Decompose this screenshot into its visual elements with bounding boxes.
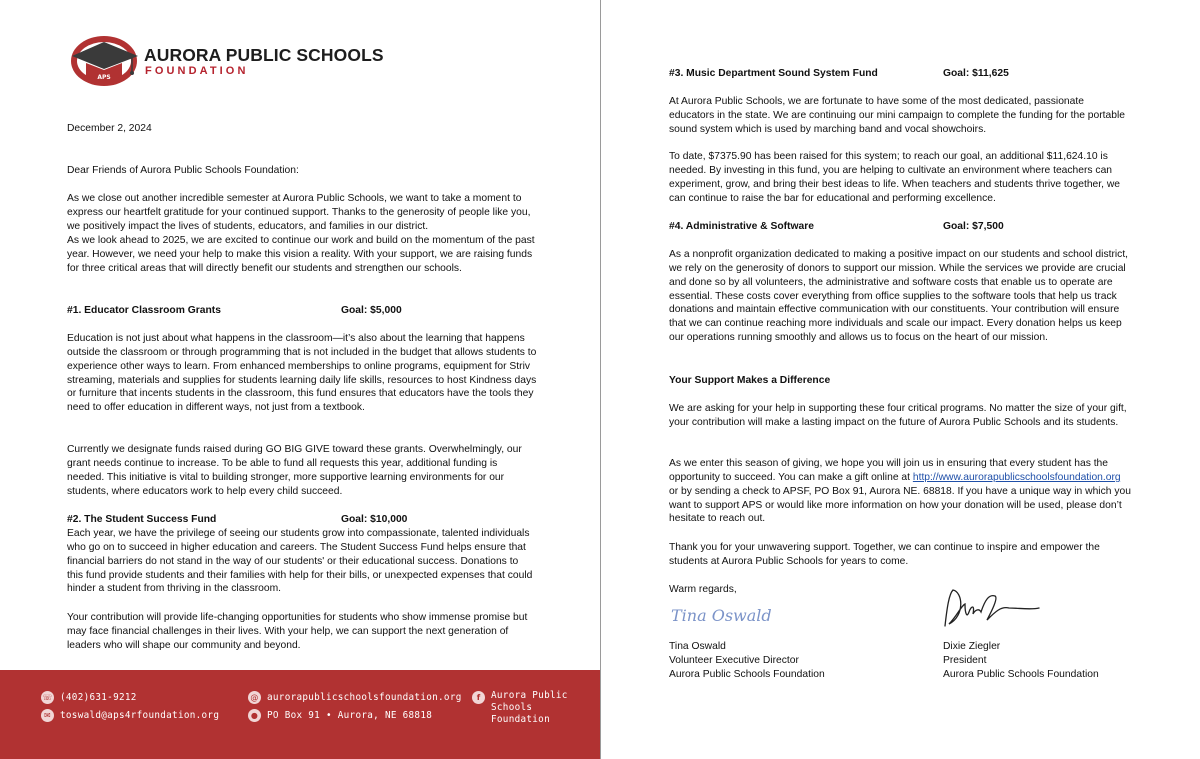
letterhead-footer xyxy=(0,670,600,759)
fund-3-goal: Goal: $11,625 xyxy=(943,68,1009,79)
fund-4-header xyxy=(669,220,1131,234)
support-heading: Your Support Makes a Difference xyxy=(669,375,831,386)
fund-1-header xyxy=(67,304,537,318)
intro-paragraph-1: As we close out another incredible semester at Aurora Public Schools, we want to take a moment to express our heartfelt gratitude for your continued support. Thanks to the generosity of people like you, we positively impact the lives of students, educators, and families in our district. xyxy=(67,193,531,232)
fund-2-header xyxy=(67,513,537,527)
fund-2-goal: Goal: $10,000 xyxy=(341,514,408,525)
phone-icon: ☏ xyxy=(42,693,53,702)
footer-email[interactable] xyxy=(41,709,219,722)
footer-facebook[interactable] xyxy=(472,690,571,726)
fund-2-paragraph-2: Your contribution will provide life-changing opportunities for students who show immense promise but may face financial challenges in their lives. With your help, we can support the next generation of leaders who will shape our community and beyond. xyxy=(67,612,528,651)
fund-3-header xyxy=(669,67,1131,81)
signer-1-title: Volunteer Executive Director xyxy=(669,655,799,666)
fund-2-paragraph-1: Each year, we have the privilege of seeing our students grow into compassionate, talented individuals who go on to succeed in higher education and careers. The Student Success Fund helps ensure that financial barriers do not stand in the way of our students' or their educational success. Donations to this fund provide students and their families with help for their bills, or unexpected expenses that could hinder a student from thriving in the classroom. xyxy=(67,528,533,595)
signer-1-org: Aurora Public Schools Foundation xyxy=(669,669,825,680)
footer-phone xyxy=(41,691,137,704)
fund-1-paragraph-2: Currently we designate funds raised during GO BIG GIVE toward these grants. Overwhelmingly, our grant needs continue to increase. To be able to fund all requests this year, additional funding is needed. This initiative is vital to building stronger, more supportive learning environments for our students, where educators work to help every child succeed. xyxy=(67,444,522,497)
support-paragraph-1: We are asking for your help in supporting these four critical programs. No matter the size of your gift, your contribution will make a lasting impact on the future of Aurora Public Schools and its students. xyxy=(669,403,1127,428)
foundation-logo xyxy=(66,29,384,91)
support-paragraph-2 xyxy=(669,457,1131,526)
letter-date: December 2, 2024 xyxy=(67,123,152,134)
support-paragraph-2-start: As we enter this season of giving, we hope you will join us in ensuring that every student has the opportunity to succeed. You can make a gift online at xyxy=(669,458,1109,483)
intro-paragraph-2: As we look ahead to 2025, we are excited to continue our work and build on the momentum of the past year. However, we need your help to make this vision a reality. With your support, we are raising funds for three critical areas that will directly benefit our students and strengthen our schools. xyxy=(67,235,535,274)
footer-website-text[interactable]: aurorapublicschoolsfoundation.org xyxy=(267,692,462,703)
footer-address-text: PO Box 91 • Aurora, NE 68818 xyxy=(267,710,433,721)
fund-3-paragraph-1: At Aurora Public Schools, we are fortunate to have some of the most dedicated, passionate educators in the state. We are continuing our mini campaign to complete the funding for the portable sound system which is used by marching band and vocal showchoirs. xyxy=(669,96,1126,135)
logo-org-subtitle: FOUNDATION xyxy=(145,65,249,77)
footer-facebook-text[interactable]: Aurora Public Schools Foundation xyxy=(491,690,568,725)
signature-tina-oswald: Tina Oswald xyxy=(671,606,772,625)
signature-dixie-ziegler-image xyxy=(939,586,1049,632)
location-pin-icon: ● xyxy=(248,709,261,722)
fund-1-heading: #1. Educator Classroom Grants xyxy=(67,305,221,316)
logo-emblem-text: APS xyxy=(97,74,111,81)
signer-2-name: Dixie Ziegler xyxy=(943,641,1001,652)
fund-3-paragraph-2: To date, $7375.90 has been raised for this system; to reach our goal, an additional $11,624.10 is needed. By investing in this fund, you are helping to cultivate an environment where teachers can experiment, grow, and bring their best ideas to life. When teachers and students thrive together, we can continue to raise the bar for educational and performing excellence. xyxy=(669,151,1121,204)
fund-4-paragraph-1: As a nonprofit organization dedicated to making a positive impact on our students and school district, we rely on the generosity of donors to support our mission. While the services we provide are crucial and done so by all volunteers, the administrative and software costs that enable us to operate are essential. These costs cover everything from office supplies to the software tools that help us track donations and maintain effective communication with our constituents. Your contribution will ensure that we can continue reaching more individuals and scale our impact. Every donation helps us keep our operations running smoothly and allows us to focus on the heart of our mission. xyxy=(669,249,1129,344)
fund-4-heading: #4. Administrative & Software xyxy=(669,221,814,232)
footer-email-text[interactable]: toswald@aps4rfoundation.org xyxy=(60,710,220,721)
facebook-icon: f xyxy=(472,691,485,704)
fund-2-heading: #2. The Student Success Fund xyxy=(67,514,217,525)
thank-you-paragraph: Thank you for your unwavering support. Together, we can continue to inspire and empower the students at Aurora Public Schools for years to come. xyxy=(669,542,1100,567)
email-icon: ✉ xyxy=(41,709,54,722)
fund-4-goal: Goal: $7,500 xyxy=(943,221,1004,232)
closing: Warm regards, xyxy=(669,584,737,595)
signer-2-title: President xyxy=(943,655,987,666)
letter-page-2 xyxy=(601,0,1200,759)
footer-phone-text: (402)631-9212 xyxy=(60,692,137,703)
web-icon: @ xyxy=(248,691,261,704)
graduation-cap-icon xyxy=(66,29,144,91)
fund-1-paragraph-1: Education is not just about what happens in the classroom—it’s also about the learning that happens outside the classroom or through programming that is not included in the budget that allows students to experience other ways to learn. From enhanced memberships to online programs, equipment for Striv streaming, materials and supplies for students learning daily life skills, resources to host Kindness days or furniture that incents students in the classroom, this fund ensures that educators have the tools they need to offer education in different ways, not just from a textbook. xyxy=(67,333,537,414)
fund-1-goal: Goal: $5,000 xyxy=(341,305,402,316)
support-paragraph-2-end: or by sending a check to APSF, PO Box 91, Aurora NE. 68818. If you have a unique way in which you want to support APS or would like more information on how your donation will be used, please don’t hesitate to reach out. xyxy=(669,485,1131,525)
logo-org-name: AURORA PUBLIC SCHOOLS xyxy=(144,45,384,65)
footer-website[interactable] xyxy=(248,691,462,704)
footer-address xyxy=(248,709,432,722)
signer-2-org: Aurora Public Schools Foundation xyxy=(943,669,1099,680)
signer-1-name: Tina Oswald xyxy=(669,641,726,652)
fund-3-heading: #3. Music Department Sound System Fund xyxy=(669,68,878,79)
donation-website-link[interactable]: http://www.aurorapublicschoolsfoundation.org xyxy=(912,471,1121,483)
salutation: Dear Friends of Aurora Public Schools Foundation: xyxy=(67,165,299,176)
